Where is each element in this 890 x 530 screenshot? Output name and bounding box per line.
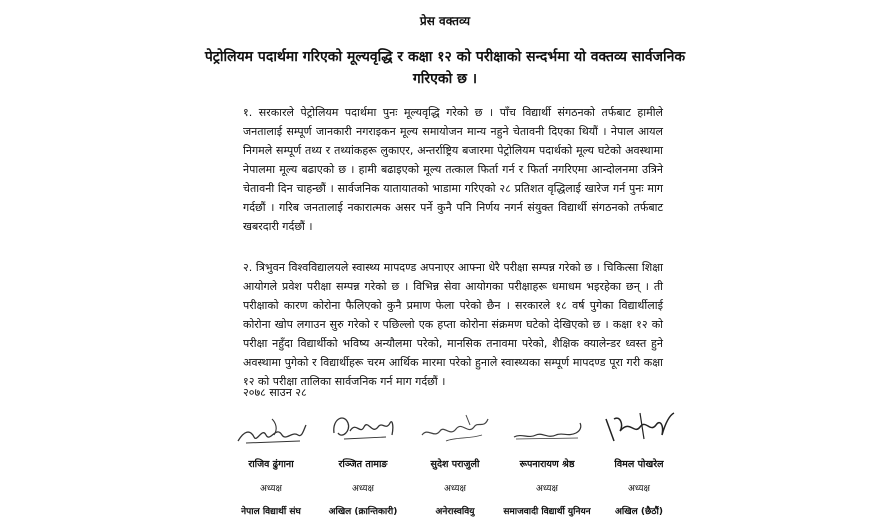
signatory-name: रञ्जित तामाङ xyxy=(338,459,388,470)
signature-image xyxy=(324,405,402,453)
signatory xyxy=(225,405,317,517)
signature-image xyxy=(600,405,678,453)
signatory xyxy=(317,405,409,517)
paragraph-fuel-price: १. सरकारले पेट्रोलियम पदार्थमा पुनः मूल्यवृद्धि गरेको छ । पाँच विद्यार्थी संगठनको तर्फबाट हामीले जनतालाई सम्पूर्ण जानकारी नगराइकन मूल्य समायोजन मान्य नहुने चेतावनी दिएका थियौं । नेपाल आयल निगमले सम्पूर्ण तथ्य र तथ्यांकहरू लुकाएर, अन्तर्राष्ट्रिय बजारमा पेट्रोलियम पदार्थको मूल्य घटेको अवस्थामा नेपालमा मूल्य बढाएको छ । हामी बढाइएको मूल्य तत्काल फिर्ता गर्न र फिर्ता नगरिएमा आन्दोलनमा उत्रिने चेतावनी दिन चाहन्छौं । सार्वजनिक यातायातको भाडामा गरिएको २८ प्रतिशत वृद्धिलाई खारेज गर्न पुनः माग गर्दछौं । गरिब जनतालाई नकारात्मक असर पर्ने कुनै पनि निर्णय नगर्न संयुक्त विद्यार्थी संगठनको तर्फबाट खबरदारी गर्दछौं । xyxy=(243,106,663,233)
document-type-label: प्रेस वक्तव्य xyxy=(419,14,471,28)
signatory-role: अध्यक्ष xyxy=(628,484,650,494)
signatory-organization: समाजवादी विद्यार्थी युनियन xyxy=(503,507,591,517)
signatory-organization: अखिल (छैठौं) xyxy=(615,507,663,517)
signatory-organization: अखिल (क्रान्तिकारी) xyxy=(328,507,398,517)
signatory-name: राजिव ढुंगाना xyxy=(248,459,294,470)
signatory-organization: अनेरास्ववियु xyxy=(435,507,475,517)
signature-image xyxy=(232,405,310,453)
signatories xyxy=(225,405,685,517)
signatory-role: अध्यक्ष xyxy=(536,484,558,494)
signature-image xyxy=(508,405,586,453)
signatory-role: अध्यक्ष xyxy=(260,484,282,494)
signatory-name: विमल पोखरेल xyxy=(614,459,664,470)
signatory xyxy=(409,405,501,517)
signatory-organization: नेपाल विद्यार्थी संघ xyxy=(241,507,301,517)
statement-date: २०७८ साउन २८ xyxy=(243,386,307,399)
statement-headline: पेट्रोलियम पदार्थमा गरिएको मूल्यवृद्धि र कक्षा १२ को परीक्षाको सन्दर्भमा यो वक्तव्य सार्वजनिक गरिएको छ । xyxy=(204,49,686,87)
signature-image xyxy=(416,405,494,453)
signatory-role: अध्यक्ष xyxy=(352,484,374,494)
signatory xyxy=(593,405,685,517)
signatory-name: रूपनारायण श्रेष्ठ xyxy=(519,459,575,470)
paragraph-grade-12-exam: २. त्रिभुवन विश्वविद्यालयले स्वास्थ्य मापदण्ड अपनाएर आफ्ना धेरै परीक्षा सम्पन्न गरेको छ । चिकित्सा शिक्षा आयोगले प्रवेश परीक्षा सम्पन्न गरेको छ । विभिन्न सेवा आयोगका परीक्षाहरू धमाधम भइरहेका छन् । ती परीक्षाको कारण कोरोना फैलिएको कुनै प्रमाण फेला परेको छैन । सरकारले १८ वर्ष पुगेका विद्यार्थीलाई कोरोना खोप लगाउन सुरु गरेको र पछिल्लो एक हप्ता कोरोना संक्रमण घटेको देखिएको छ । कक्षा १२ को परीक्षा नहुँदा विद्यार्थीको भविष्य अन्यौलमा परेको, मानसिक तनावमा परेको, शैक्षिक क्यालेन्डर ध्वस्त हुने अवस्थामा पुगेको र विद्यार्थीहरू चरम आर्थिक मारमा परेको हुनाले स्वास्थ्यका सम्पूर्ण मापदण्ड पूरा गरी कक्षा १२ को परीक्षा तालिका सार्वजनिक गर्न माग गर्दछौं । xyxy=(243,261,663,388)
signatory-role: अध्यक्ष xyxy=(444,484,466,494)
signatory xyxy=(501,405,593,517)
signatory-name: सुदेश पराजुली xyxy=(430,459,480,470)
